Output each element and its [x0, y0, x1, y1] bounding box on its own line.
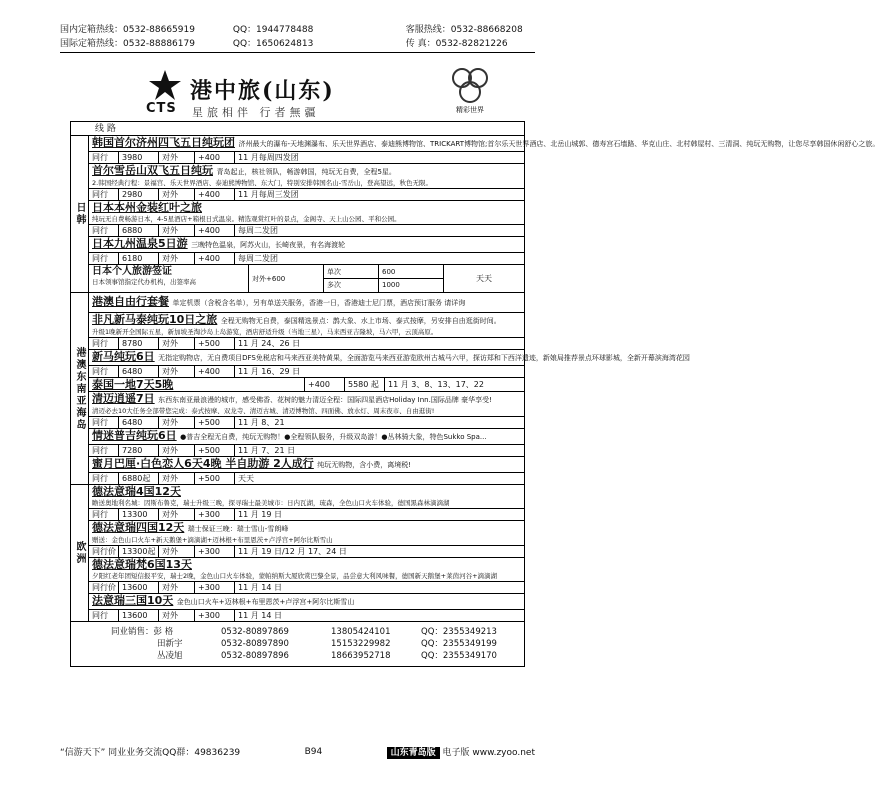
sales-contact-row [111, 626, 524, 638]
trade-label: 同行 [89, 225, 119, 236]
retail-markup: +400 [195, 253, 235, 264]
route-desc: 日本领事馆指定代办机构，出签率高 [92, 278, 196, 286]
retail-label: 对外 [159, 338, 195, 349]
route-desc: 清迈必去10大任务全部带您完成：泰式按摩、双龙寺、清迈古城、清迈博物馆、四面佛、放水灯、周末夜市、自由逛街! [92, 407, 435, 415]
route-title: 港澳自由行套餐 [92, 295, 169, 308]
site-link[interactable]: 电子版 www.zyoo.net [442, 748, 535, 758]
departure-dates: 11 月 3、8、13、17、22 [388, 380, 484, 389]
route-note: 纯玩无购物，含小费，离境税! [317, 461, 412, 469]
price-row [89, 188, 524, 200]
route-note: 单定机票（含税含名单），另有单送关服务，香港一日，香港迪士尼门票，酒店预订服务 请详询 [172, 299, 466, 307]
price-row [89, 609, 524, 621]
route-desc: 瞻送奥地利名城：因斯布鲁克，瑞士升级三晚，探寻瑞士最美城市：日内瓦湖，琉森，全色山口火车体验，德国黑森林滴滴湖 [92, 499, 450, 507]
sales-mobile: 18663952718 [331, 651, 391, 661]
sales-phone: 0532-80897869 [221, 627, 289, 637]
route-desc: 升级1晚新开全国际五星，新加坡圣淘沙岛上岛游览，酒店舒适升级（当地三星），马来西亚吉隆坡，马六甲，云顶高原。 [92, 328, 438, 336]
sales-mobile: 15153229982 [331, 639, 391, 649]
trade-label: 同行 [89, 473, 119, 484]
route-table [70, 121, 879, 667]
trade-price: 6480 [119, 366, 159, 377]
trade-price: 13600 [119, 582, 159, 593]
sales-phone: 0532-80897896 [221, 651, 289, 661]
departure-dates: 11 月 8、21 [238, 418, 285, 427]
route-chiang-mai [89, 391, 524, 428]
svg-text:精彩世界: 精彩世界 [456, 106, 484, 114]
trade-price: 13600 [119, 610, 159, 621]
departure-dates: 天天 [238, 474, 254, 483]
trade-label: 同行 [89, 152, 119, 163]
trade-label: 同行 [89, 253, 119, 264]
route-title: 德法意瑞四国12天 [92, 521, 185, 534]
region-block-hk-sea [71, 293, 690, 485]
retail-markup: +400 [195, 152, 235, 163]
route-title: 日本九州温泉5日游 [92, 237, 188, 250]
trade-label: 同行 [89, 445, 119, 456]
sales-qq: QQ：2355349170 [421, 651, 497, 661]
sales-mobile: 13805424101 [331, 627, 391, 637]
route-title: 情迷普吉纯玩6日 [92, 429, 177, 442]
route-title: 法意瑞三国10天 [92, 594, 174, 607]
page-number: B94 [304, 746, 323, 757]
route-hk-macau-free [89, 293, 524, 312]
price-row [89, 151, 524, 163]
cts-logo-text: CTS [146, 101, 177, 116]
region-label-hk-sea: 港澳东南亚海岛 [71, 293, 89, 484]
visa-single-price: 600 [382, 268, 396, 276]
hotline-row-1 [60, 24, 523, 36]
price-row [89, 472, 524, 484]
route-desc: 纯玩无自费畅游日本，4-5星酒店+箱根日式温泉。精选观赏红叶的景点，金阁寺、天上山公园、平和公园。 [92, 215, 401, 223]
price-row [89, 337, 524, 349]
departure-dates: 11 月 14 日 [238, 611, 282, 620]
trade-price: 6880 [119, 225, 159, 236]
domestic-hotline: 国内定箱热线：0532-88665919 [60, 25, 195, 35]
customer-hotline: 客服热线：0532-88668208 [405, 25, 523, 35]
departure-dates: 11 月 19 日 [238, 510, 282, 519]
trade-price: 3980 [119, 152, 159, 163]
price-row [89, 365, 524, 377]
departure-dates: 11 月 14 日 [238, 583, 282, 592]
retail-markup: +300 [195, 546, 235, 557]
route-europe-4c-12d-b [89, 520, 524, 557]
route-europe-4c-12d-a [89, 485, 524, 520]
route-note: 济州最大的瀑布-天地渊瀑布、乐天世界酒店、泰迪熊博物馆、TRICKART博物馆;首尔乐天世界酒店、北岳山城郭、德寿宫石墙路、华克山庄、北村韩屋村、三清洞、纯玩无购物，让您尽享韩国休闲舒心之旅。 [238, 140, 879, 148]
retail-markup: +400 [195, 225, 235, 236]
retail-label: 对外 [159, 445, 195, 456]
route-note: 全程无购物无自费，泰国精选景点：鹊大象、水上市场、泰式按摩，另安排自由逛街时间。 [220, 317, 501, 325]
route-thailand-7d [89, 377, 524, 391]
retail-markup: +500 [195, 445, 235, 456]
trade-price: 6880起 [119, 473, 159, 484]
retail-label: 对外 [159, 417, 195, 428]
route-sg-my-th-10d [89, 312, 524, 349]
visa-single-label: 单次 [324, 265, 379, 278]
retail-label: 对外 [159, 225, 195, 236]
trade-label: 同行 [89, 417, 119, 428]
route-japan-visa [89, 264, 524, 292]
route-korea-jeju [89, 136, 879, 163]
route-kyushu-onsen [89, 236, 524, 264]
price-row [89, 444, 524, 456]
departure-dates: 11 月每周四发团 [238, 153, 299, 162]
retail-markup: +300 [195, 582, 235, 593]
route-honshu-maple [89, 200, 524, 236]
route-note: 三晚特色温泉，阿苏火山，长崎夜景，有名海渡轮 [191, 241, 346, 249]
departure-dates: 每周二发团 [238, 254, 278, 263]
route-title: 德法意瑞梵6国13天 [92, 558, 192, 571]
route-title: 德法意瑞4国12天 [92, 485, 181, 498]
trade-label: 同行价 [89, 546, 119, 557]
trade-label: 同行 [89, 610, 119, 621]
trade-price: 13300起 [119, 546, 159, 557]
route-title: 蜜月巴厘·白色恋人6天4晚 半自助游 2人成行 [92, 457, 314, 470]
route-title: 非凡新马泰纯玩10日之旅 [92, 313, 218, 326]
sales-qq: QQ：2355349199 [421, 639, 497, 649]
price-row [89, 581, 524, 593]
retail-label: 对外 [159, 582, 195, 593]
departure-dates: 11 月每周三发团 [238, 190, 299, 199]
route-title: 日本本州金装红叶之旅 [92, 201, 202, 214]
retail-markup: +400 [305, 378, 345, 391]
visa-multi-label: 多次 [324, 279, 379, 292]
visa-multi-price: 1000 [382, 281, 400, 289]
edition-badge: 山东青岛版 [387, 747, 440, 759]
route-europe-3c-10d [89, 593, 524, 621]
route-note: 瑞士保证三晚：瑞士雪山-雪朗峰 [187, 525, 289, 533]
retail-markup: +300 [195, 509, 235, 520]
route-desc: 夕阳红老年团短信报平安，瑞士2晚，金色山口火车体验，蒙帕纳斯大厦欣赏巴黎全景，品尝意大利风味餐，德国新天鹅堡+莱茵河谷+滴滴湖 [92, 572, 498, 580]
retail-label: 对外 [159, 189, 195, 200]
table-header: 线 路 [71, 122, 524, 136]
trade-price: 6480 [119, 417, 159, 428]
sales-name: 丛凌旭 [157, 651, 183, 661]
trade-price: 5580 起 [345, 378, 385, 391]
price-row [89, 252, 524, 264]
retail-label: 对外 [159, 546, 195, 557]
retail-markup: +500 [195, 338, 235, 349]
region-label-japan-korea: 日韩 [71, 136, 89, 292]
departure-dates: 11 月 16、29 日 [238, 367, 301, 376]
sales-contacts [71, 622, 524, 666]
retail-label: 对外 [159, 610, 195, 621]
sales-contact-row [111, 650, 524, 662]
route-note: 青岛起止，核社领队，畅游韩国，纯玩无自费，全程5星。 [216, 168, 396, 176]
visa-retail: 对外+600 [249, 265, 324, 292]
route-title: 清迈逍遥7日 [92, 392, 155, 405]
trade-price: 8780 [119, 338, 159, 349]
route-title: 新马纯玩6日 [92, 350, 155, 363]
route-sg-my-6d [89, 349, 690, 377]
route-note: 东西东南亚最浪漫的城市，感受佛香、花树的魅力清迈全程：国际四星酒店Holiday Inn.国际品牌 豪华享受! [158, 396, 492, 404]
intl-qq: QQ：1650624813 [232, 39, 314, 49]
departure-dates: 11 月 7、21 日 [238, 446, 296, 455]
trade-price: 7280 [119, 445, 159, 456]
brand-slogan: 星旅相伴 行者無疆 [192, 106, 320, 119]
qq-group: “信游天下” 同业业务交流QQ群：49836239 [60, 748, 241, 758]
route-title: 韩国首尔济州四飞五日纯玩团 [92, 136, 235, 149]
route-desc: 赠送：金色山口火车+新天鹅堡+滴滴湖+迈林根+布里恩茨+卢浮宫+阿尔比斯雪山 [92, 536, 333, 544]
trade-label: 同行价 [89, 582, 119, 593]
sales-phone: 0532-80897890 [221, 639, 289, 649]
retail-markup: +400 [195, 189, 235, 200]
sales-qq: QQ：2355349213 [421, 627, 497, 637]
route-note: 无指定购物店，无自费项目DFS免税店和马来西亚美特黄果，全面游览马来西亚游览欧州古城马六甲，探访郑和下西洋遗迹，新娘局推荐景点环球影城，全新开幕滨海湾花园 [158, 354, 690, 362]
departure-dates: 11 月 19 日/12 月 17、24 日 [238, 547, 347, 556]
retail-markup: +500 [195, 417, 235, 428]
price-row [89, 508, 524, 520]
retail-label: 对外 [159, 152, 195, 163]
retail-markup: +400 [195, 366, 235, 377]
trade-label: 同行 [89, 338, 119, 349]
trade-label: 同行 [89, 189, 119, 200]
sales-name: 田新宇 [157, 639, 183, 649]
retail-label: 对外 [159, 366, 195, 377]
trade-label: 同行 [89, 509, 119, 520]
region-block-japan-korea [71, 136, 879, 293]
jingcai-shijie-logo-icon [448, 64, 492, 116]
retail-label: 对外 [159, 509, 195, 520]
brand-name: 港中旅(山东) [190, 78, 335, 104]
region-block-europe [71, 485, 524, 622]
trade-price: 13300 [119, 509, 159, 520]
price-row [89, 416, 524, 428]
trade-price: 6180 [119, 253, 159, 264]
route-title: 泰国一地7天5晚 [92, 378, 174, 391]
retail-markup: +500 [195, 473, 235, 484]
departure-dates: 每周二发团 [238, 226, 278, 235]
region-label-europe: 欧洲 [71, 485, 89, 621]
cts-star-icon [148, 70, 182, 100]
price-row [89, 224, 524, 236]
retail-markup: +300 [195, 610, 235, 621]
route-title: 日本个人旅游签证 [92, 266, 172, 277]
domestic-qq: QQ：1944778488 [232, 25, 314, 35]
trade-label: 同行 [89, 366, 119, 377]
departure-dates: 11 月 24、26 日 [238, 339, 301, 348]
intl-hotline: 国际定箱热线：0532-88886179 [60, 39, 195, 49]
brand-header [60, 44, 535, 122]
route-bali [89, 456, 524, 484]
sales-name: 同业销售：彭 格 [111, 627, 174, 637]
visa-days: 天天 [476, 274, 492, 283]
route-phuket [89, 428, 524, 456]
trade-price: 2980 [119, 189, 159, 200]
route-seoul-seorak [89, 163, 524, 200]
price-row [89, 545, 524, 557]
retail-label: 对外 [159, 253, 195, 264]
route-europe-6c-13d [89, 557, 524, 593]
route-title: 首尔雪岳山双飞五日纯玩 [92, 164, 213, 177]
route-note: 金色山口火车+迈林根+布里恩茨+卢浮宫+阿尔比斯雪山 [176, 598, 355, 606]
fax: 传 真：0532-82821226 [405, 39, 508, 49]
route-desc: 2.韩国经典行程：景福宫、乐天世界酒店、泰迪熊博物馆、东大门，特别安排韩国名山-雪岳山，登高望远，秋色无限。 [92, 179, 433, 187]
route-note: ●普吉全程无自费，纯玩无购物！●全程领队服务，升级双岛游！●丛林骑大象，特色Sukko Spa... [180, 433, 487, 441]
sales-contact-row [111, 638, 524, 650]
page-footer [60, 745, 535, 758]
retail-label: 对外 [159, 473, 195, 484]
